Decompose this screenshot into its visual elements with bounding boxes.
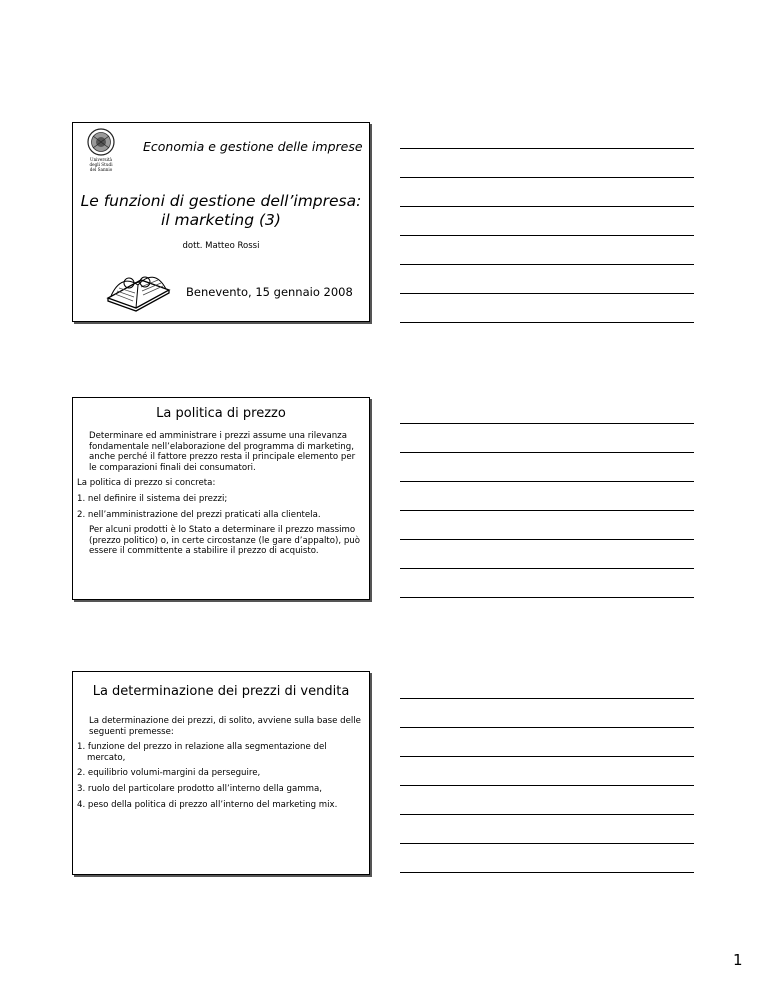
note-line	[400, 785, 694, 786]
note-line	[400, 264, 694, 265]
list-item-3: 3. ruolo del particolare prodotto all’interno della gamma,	[77, 783, 322, 794]
note-line	[400, 452, 694, 453]
slide-date: Benevento, 15 gennaio 2008	[186, 285, 353, 299]
slide-lead: La politica di prezzo si concreta:	[77, 478, 216, 489]
open-book-icon	[103, 268, 173, 313]
logo-text-3: del Sannio	[89, 167, 113, 172]
slide-sale-prices	[72, 671, 370, 875]
slide-heading: La determinazione dei prezzi di vendita	[92, 684, 350, 699]
list-item-2: 2. equilibrio volumi-margini da perseguire,	[77, 768, 261, 779]
slide-body	[77, 431, 365, 557]
note-line	[400, 814, 694, 815]
slide-author: dott. Matteo Rossi	[182, 241, 260, 251]
note-line	[400, 293, 694, 294]
slide-heading: La politica di prezzo	[156, 406, 286, 421]
note-line	[400, 756, 694, 757]
note-line	[400, 177, 694, 178]
note-line	[400, 510, 694, 511]
list-item-4: 4. peso della politica di prezzo all’interno del marketing mix.	[77, 799, 338, 810]
slide-main-title	[73, 192, 369, 230]
slide-body	[77, 716, 365, 810]
note-line	[400, 539, 694, 540]
list-item-2: 2. nell’amministrazione del prezzi praticati alla clientela.	[77, 509, 321, 520]
note-line	[400, 322, 694, 323]
logo-text-1: Università	[89, 157, 113, 162]
note-line	[400, 423, 694, 424]
slide-price-policy	[72, 397, 370, 600]
note-line	[400, 481, 694, 482]
note-line	[400, 872, 694, 873]
slide-closing: Per alcuni prodotti è lo Stato a determinare il prezzo massimo (prezzo politico) o, in certe circostanze (le gare d’appalto), può essere il committente a stabilire il prezzo di acquisto.	[89, 525, 360, 557]
main-title-line-2: il marketing (3)	[161, 211, 281, 229]
slide-title	[72, 122, 370, 322]
note-line	[400, 727, 694, 728]
page-number: 1	[733, 951, 743, 969]
list-item-1: 1. funzione del prezzo in relazione alla segmentazione del mercato,	[77, 742, 327, 763]
logo-text-2: degli Studi	[89, 162, 113, 167]
slide-intro: La determinazione dei prezzi, di solito, avviene sulla base delle seguenti premesse:	[89, 716, 361, 737]
note-line	[400, 206, 694, 207]
note-line	[400, 698, 694, 699]
note-line	[400, 843, 694, 844]
note-line	[400, 568, 694, 569]
slide-intro: Determinare ed amministrare i prezzi assume una rilevanza fondamentale nell’elaborazione del programma di marketing, anche perché il fattore prezzo resta il principale elemento per le comparazioni finali dei consumatori.	[89, 431, 356, 473]
note-line	[400, 235, 694, 236]
note-line	[400, 148, 694, 149]
slide-course-title: Economia e gestione delle imprese	[143, 139, 363, 154]
list-item-1: 1. nel definire il sistema dei prezzi;	[77, 493, 228, 504]
note-line	[400, 597, 694, 598]
main-title-line-1: Le funzioni di gestione dell’impresa:	[80, 192, 362, 210]
